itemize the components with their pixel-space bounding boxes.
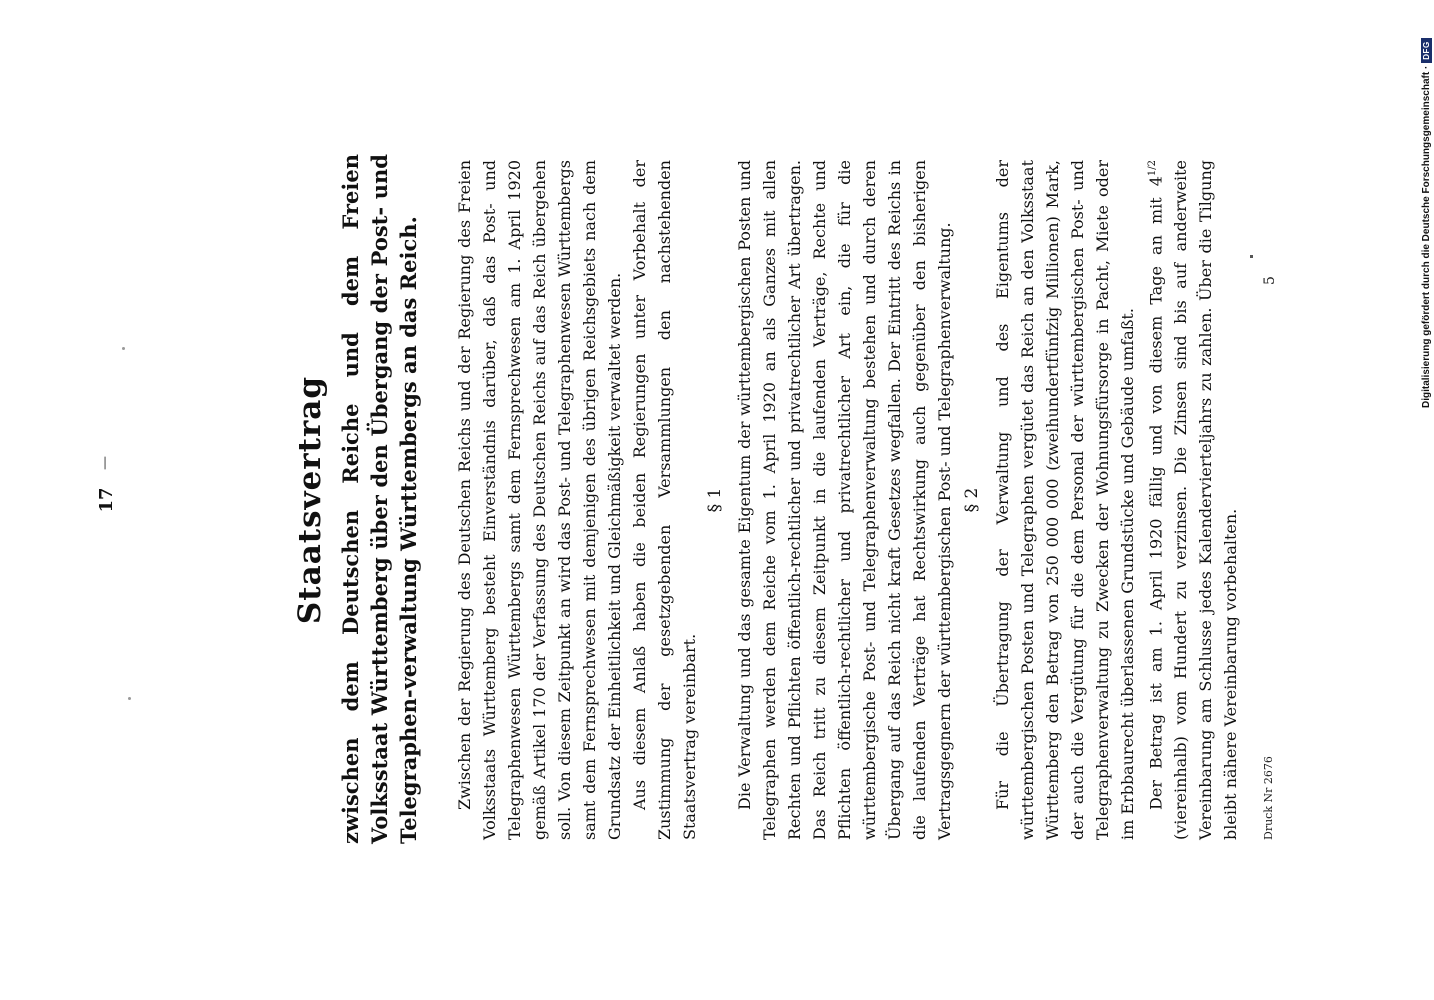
intro-paragraph-1: Zwischen der Regierung des Deutschen Reichs und der Regierung des Freien Volksstaats Württemberg besteht Einverständnis darüber, daß das Post- und Telegraphenwesen Württembergs samt dem Fernsprechwesen am 1. April 1920 gemäß Artikel 170 der Verfassung des Deutschen Reichs auf das Reich übergehen soll. Von diesem Zeitpunkt an wird das Post- und Telegraphenwesen Württembergs samt dem Fernsprechwesen mit demjenigen des übrigen Reichsgebiets nach dem Grundsatz der Einheitlichkeit und Gleichmäßigkeit verwaltet werden. (455, 160, 624, 840)
intro-paragraph-2: Aus diesem Anlaß haben die beiden Regierungen unter Vorbehalt der Zustimmung der gesetzgebenden Versammlungen den nachstehenden Staatsvertrag vereinbart. (630, 160, 699, 840)
section-2-paragraph-2-start: Der Betrag ist am 1. April 1920 fällig und von diesem Tage an mit 4 (1146, 176, 1166, 810)
scan-speck (1250, 255, 1253, 258)
intro-section (452, 160, 702, 840)
section-2-paragraph-1: Für die Übertragung der Verwaltung und des Eigentums der württembergischen Posten und Telegraphen vergütet das Reich an den Volksstaat Württemberg den Betrag von 250 000 000 (zweihundertfünfzig Millionen) Mark, der auch die Vergütung für die dem Personal der württembergischen Post- und Telegraphenverwaltung zu Zwecken der Wohnungsfürsorge in Pacht, Miete oder im Erbbaurecht überlassenen Grundstücke und Gebäude umfaßt. (993, 160, 1137, 840)
section-2-heading: § 2 (962, 487, 982, 513)
section-2-paragraph-2-end: (viereinhalb) vom Hundert zu verzinsen. Die Zinsen sind bis auf anderweite Vereinbarung am Schlusse jedes Kalendervierteljahrs zu zahlen. Über die Tilgung bleibt nähere Vereinbarung vorbehalten. (1171, 160, 1241, 840)
scan-speck (122, 347, 125, 350)
page-number: 17 (96, 487, 117, 513)
print-number: Druck Nr 2676 (1262, 756, 1275, 840)
page-number-dash: — (97, 456, 113, 470)
section-1-paragraph: Die Verwaltung und das gesamte Eigentum der württembergischen Posten und Telegraphen werden dem Reiche vom 1. April 1920 an als Ganzes mit allen Rechten und Pflichten öffentlich-rechtlicher und privatrechtlicher Art übertragen. Das Reich tritt zu diesem Zeitpunkt in die laufenden Verträge, Rechte und Pflichten öffentlich-rechtlicher und privatrechtlicher Art ein, die für die württembergische Post- und Telegraphenverwaltung bestehen und durch deren Übergang auf das Reich nicht kraft Gesetzes wegfallen. Der Eintritt des Reichs in die laufenden Verträge hat Rechtswirkung auch gegenüber den bisherigen Vertragsgegnern der württembergischen Post- und Telegraphenverwaltung. (735, 160, 954, 840)
section-1 (732, 160, 957, 840)
section-1-heading: § 1 (705, 487, 725, 513)
dfg-funding-notice (1416, 8, 1434, 408)
signature-mark: 5 (1262, 276, 1278, 285)
dfg-logo: DFG (1421, 38, 1432, 62)
section-2 (990, 160, 1243, 840)
document-title: Staatsvertrag (292, 375, 328, 625)
document-subtitle: zwischen dem Deutschen Reiche und dem Freien Volksstaat Württemberg über den Übergang der Post- und Telegraphen-verwaltung Württembergs an das Reich. (338, 154, 421, 844)
section-2-paragraph-2 (1140, 160, 1243, 840)
fraction-superscript: 1/2 (1147, 160, 1158, 177)
scan-speck (128, 697, 131, 700)
dfg-notice-text: Digitalisierung gefördert durch die Deutsche Forschungsgemeinschaft · (1420, 65, 1432, 408)
